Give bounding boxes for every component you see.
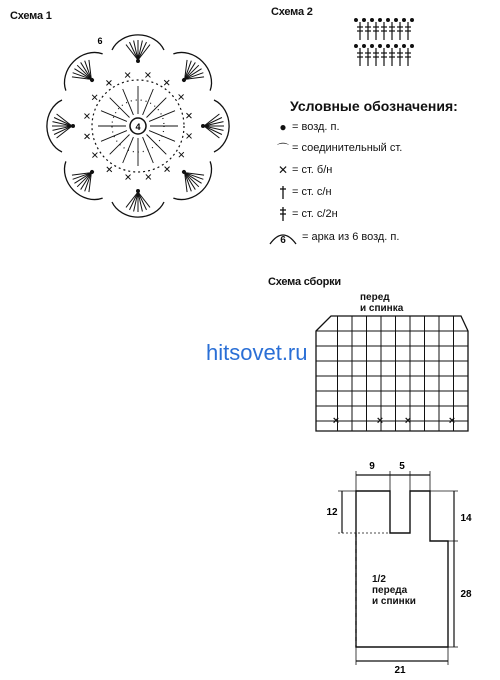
grid-mark: × bbox=[404, 415, 412, 427]
legend-title: Условные обозначения: bbox=[290, 98, 458, 114]
scheme-2-swatch bbox=[350, 16, 420, 72]
legend-text: = ст. с/2н bbox=[292, 208, 338, 220]
assembly-label: перед и спинка bbox=[360, 292, 404, 314]
assembly-title: Схема сборки bbox=[268, 276, 341, 288]
arch6-icon bbox=[266, 228, 300, 246]
pattern-piece bbox=[320, 455, 480, 675]
legend-item-slip bbox=[276, 139, 402, 157]
cross-icon: ✕ bbox=[277, 163, 289, 177]
legend-item-sc bbox=[276, 161, 332, 179]
scheme-2-title: Схема 2 bbox=[271, 6, 313, 18]
dim-right-bottom: 28 bbox=[460, 589, 472, 600]
dim-right-top: 14 bbox=[460, 513, 472, 524]
grid-mark: × bbox=[332, 415, 340, 427]
assembly-grid bbox=[312, 312, 472, 436]
grid-mark: × bbox=[448, 415, 456, 427]
grid-mark: × bbox=[376, 415, 384, 427]
dot-icon: ● bbox=[279, 120, 287, 134]
dim-top-left: 9 bbox=[369, 461, 375, 472]
legend-text: = соединительный ст. bbox=[292, 142, 403, 154]
dim-left: 12 bbox=[326, 507, 338, 518]
legend-text: = ст. б/н bbox=[292, 164, 333, 176]
dc-icon bbox=[276, 185, 290, 199]
dim-top-right: 5 bbox=[399, 461, 405, 472]
center-ring-label: 4 bbox=[135, 122, 141, 132]
legend-item-dc bbox=[276, 183, 332, 201]
legend-text: = возд. п. bbox=[292, 121, 340, 133]
arch-value: 6 bbox=[280, 235, 286, 246]
legend-item-arch bbox=[266, 228, 399, 246]
arc-icon: ⌒ bbox=[276, 141, 289, 156]
tr-icon bbox=[276, 207, 290, 221]
scheme-1-title: Схема 1 bbox=[10, 10, 52, 22]
pattern-label: 1/2 переда и спинки bbox=[372, 574, 416, 607]
legend-item-chain bbox=[276, 118, 340, 136]
legend-text: = арка из 6 возд. п. bbox=[302, 231, 400, 243]
scheme-1-motif bbox=[38, 20, 238, 230]
dim-bottom: 21 bbox=[394, 665, 406, 675]
arch-label: 6 bbox=[97, 36, 103, 46]
legend-item-tr bbox=[276, 205, 338, 223]
watermark: hitsovet.ru bbox=[206, 340, 308, 365]
legend-text: = ст. с/н bbox=[292, 186, 332, 198]
